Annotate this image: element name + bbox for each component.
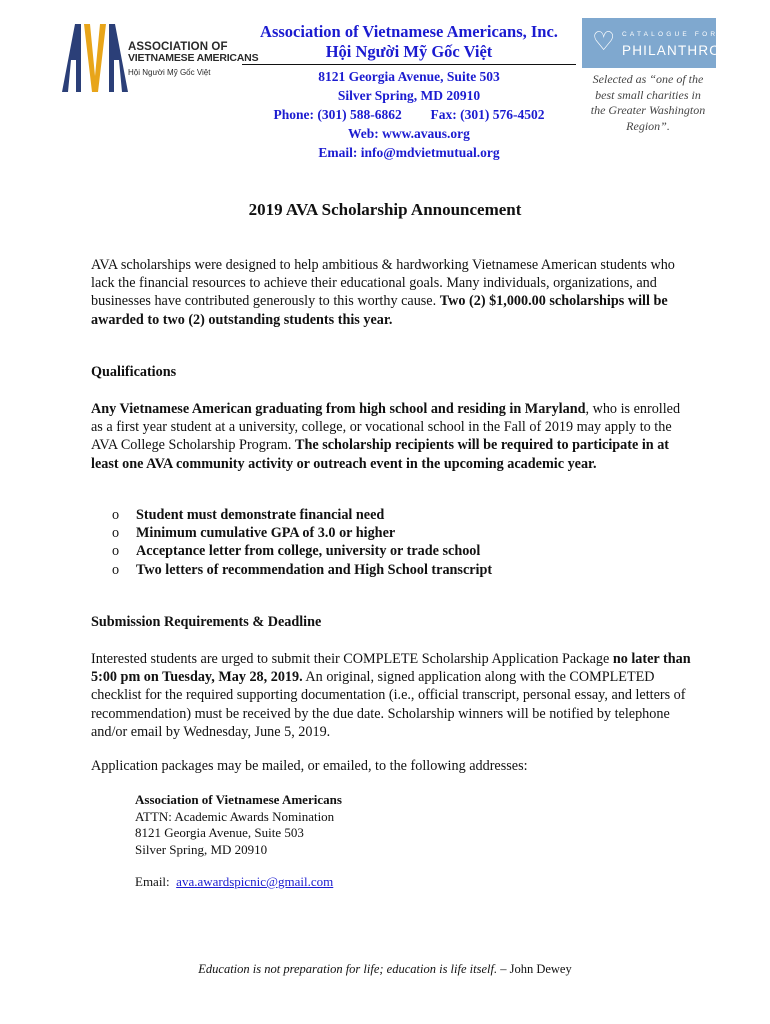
mailing-attn: ATTN: Academic Awards Nomination [135,808,335,824]
address-line-1: 8121 Georgia Avenue, Suite 503 [318,69,500,84]
submission-text-2: An original, signed application along with the COMPLETED checklist for the required supporting documentation (i.e., official transcript, personal essay, and letters of recommendation) must be received by the due date. Scholarship winners will be notified by telephone and/or email by Wednesday, June 5, 2019. [91,669,686,740]
mailing-city: Silver Spring, MD 20910 [135,841,268,857]
list-item [112,506,492,524]
website[interactable]: Web: www.avaus.org [348,126,470,141]
header-divider [242,64,576,65]
logo-line-2: VIETNAMESE AMERICANS [128,52,259,64]
catalogue-line-2: PHILANTHROPY [622,43,742,58]
submission-heading: Submission Requirements & Deadline [91,614,322,630]
footer-quote [0,962,770,977]
email-label: Email: [135,874,177,889]
catalogue-line-1: CATALOGUE FOR [622,31,719,38]
mailing-street: 8121 Georgia Avenue, Suite 503 [135,825,304,841]
list-item-text: Two letters of recommendation and High School transcript [136,561,493,578]
ava-logo [60,20,259,95]
logo-line-1: ASSOCIATION OF [128,41,228,53]
mailing-address [135,792,342,858]
mailing-name: Association of Vietnamese Americans [135,792,342,807]
list-item-text: Minimum cumulative GPA of 3.0 or higher [136,525,396,542]
qualifications-tail: The scholarship recipients will be required to participate in at least one AVA community activity or outreach event in the upcoming academic year. [91,437,670,472]
intro-bold: Two (2) $1,000.00 scholarships will be awarded to two (2) outstanding students this year. [91,293,668,328]
contact-info [242,67,576,162]
page-title: 2019 AVA Scholarship Announcement [248,200,522,219]
list-item [112,561,492,579]
list-item-text: Acceptance letter from college, university or trade school [136,543,481,560]
submission-email-link[interactable]: ava.awardspicnic@gmail.com [176,874,334,889]
contact-email[interactable]: Email: info@mdvietmutual.org [318,145,500,160]
list-item [112,524,492,542]
logo-line-3: Hội Người Mỹ Gốc Việt [128,68,211,77]
submission-deadline: no later than 5:00 pm on Tuesday, May 28, 2019. [91,651,691,686]
org-name: Association of Vietnamese Americans, Inc. [260,22,558,41]
submission-email-line [135,874,333,890]
phone-fax-row [242,105,576,124]
fax-number: Fax: (301) 576-4502 [430,107,545,122]
bullet-marker: o [112,507,120,523]
heart-icon: ♡ [592,27,616,57]
submission-text-1: Interested students are urged to submit their COMPLETE Scholarship Application Package [91,651,613,667]
quote-text: Education is not preparation for life; education is life itself. [198,962,498,976]
qualification-list [112,506,492,579]
address-line-2: Silver Spring, MD 20910 [337,88,481,103]
qualifications-heading: Qualifications [91,364,177,380]
bullet-marker: o [112,561,120,578]
qualifications-text: , who is enrolled as a first year student at a university, college, or vocational school in the Fall of 2019 may apply to the AVA College Scholarship Program. [91,401,681,454]
logo-wordmark [128,42,258,78]
intro-paragraph [91,256,691,329]
quote-attribution: – John Dewey [497,962,572,976]
catalogue-for-philanthropy-badge [582,18,742,68]
org-heading [242,22,576,62]
ava-logo-mark [60,20,130,95]
intro-text: AVA scholarships were designed to help ambitious & hardworking Vietnamese American students who lack the financial resources to achieve their educational goals. Many individuals, organizations, and businesses have contributed generously to this worthy cause. [91,257,675,310]
mailing-instructions: Application packages may be mailed, or emailed, to the following addresses: [91,758,528,774]
bullet-marker: o [112,543,120,560]
list-item-text: Student must demonstrate financial need [136,507,385,523]
list-item [112,542,492,560]
qualifications-paragraph [91,400,691,473]
phone-number: Phone: (301) 588-6862 [273,107,402,122]
org-name-vietnamese: Hội Người Mỹ Gốc Việt [325,42,493,61]
catalogue-note: Selected as “one of the best small charities in the Greater Washington Region”. [590,72,706,133]
qualifications-lead: Any Vietnamese American graduating from high school and residing in Maryland [91,401,586,417]
bullet-marker: o [112,525,120,542]
submission-paragraph [91,650,691,741]
